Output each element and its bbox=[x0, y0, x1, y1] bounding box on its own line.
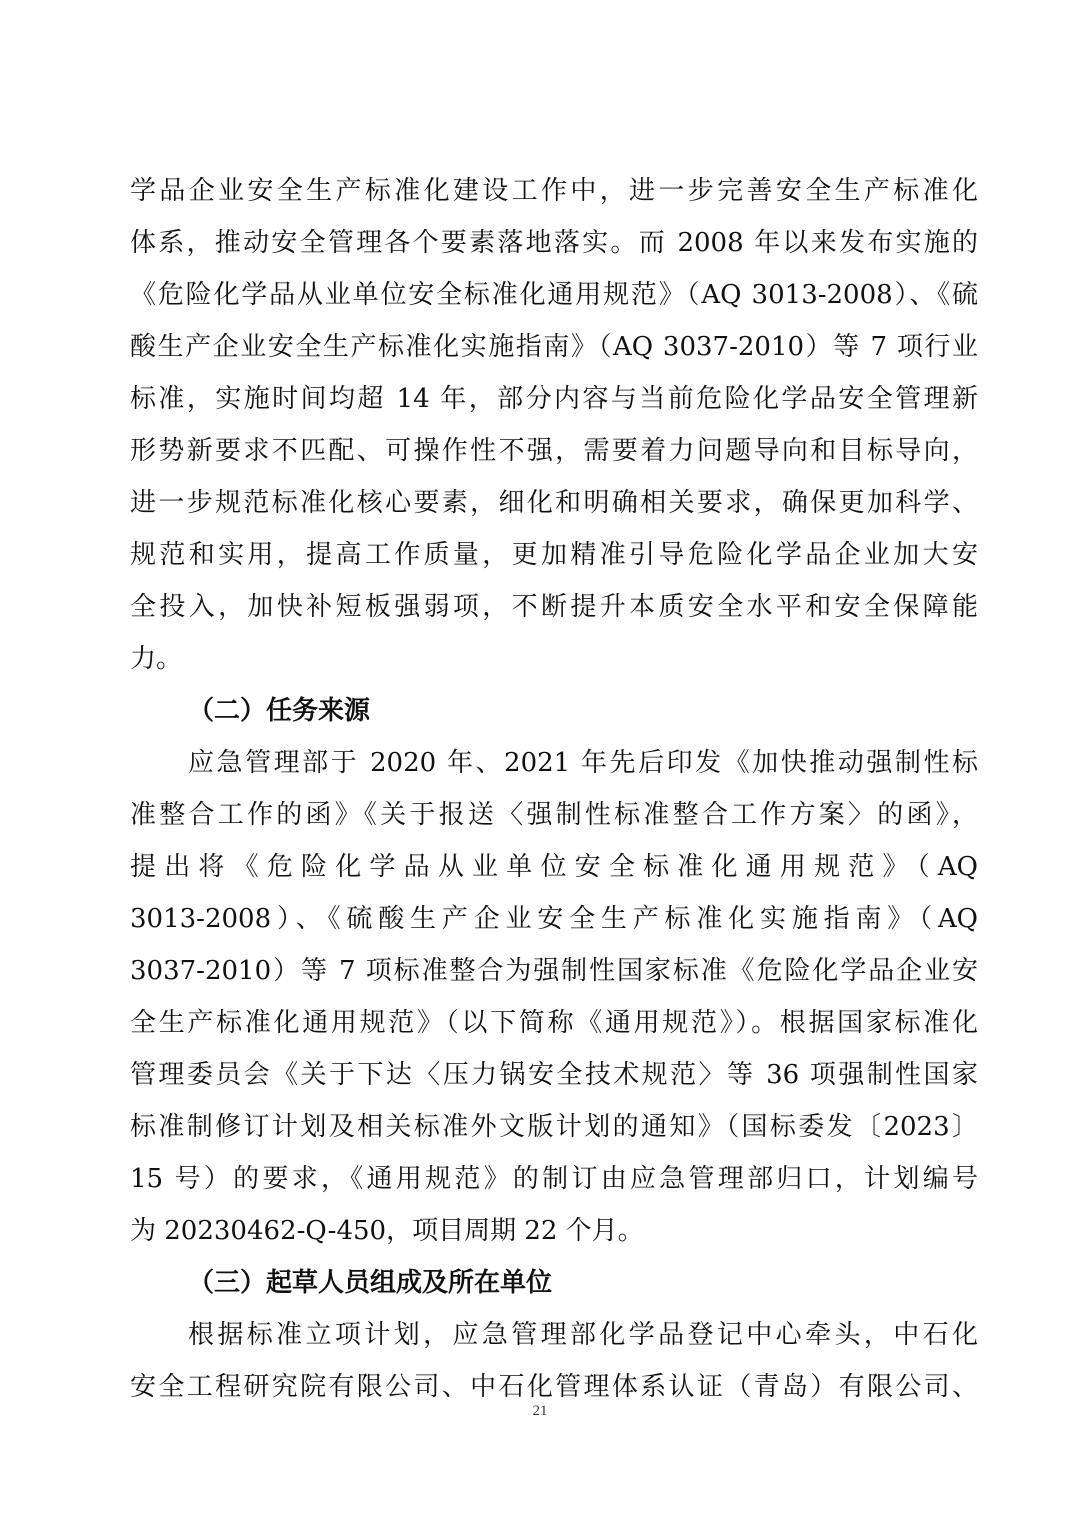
text-line: 形势新要求不匹配、可操作性不强，需要着力问题导向和目标导向， bbox=[130, 436, 978, 466]
section-heading-task-source: （二）任务来源 bbox=[188, 696, 371, 726]
text-line: 安全工程研究院有限公司、中石化管理体系认证（青岛）有限公司、 bbox=[130, 1372, 978, 1402]
text-line: 标准制修订计划及相关标准外文版计划的通知》（国标委发〔2023〕 bbox=[130, 1112, 978, 1142]
paragraph-task-source bbox=[130, 737, 978, 1257]
text-line: 学品企业安全生产标准化建设工作中，进一步完善安全生产标准化 bbox=[130, 176, 978, 206]
page-number: 21 bbox=[532, 1403, 548, 1419]
paragraph-context bbox=[130, 165, 978, 685]
text-line: 规范和实用，提高工作质量，更加精准引导危险化学品企业加大安 bbox=[130, 540, 978, 570]
paragraph-drafters bbox=[130, 1309, 978, 1413]
text-line: 标准，实施时间均超 14 年，部分内容与当前危险化学品安全管理新 bbox=[130, 384, 978, 414]
text-line: 酸生产企业安全生产标准化实施指南》（AQ 3037-2010）等 7 项行业 bbox=[130, 332, 978, 362]
text-line: 全投入，加快补短板强弱项，不断提升本质安全水平和安全保障能 bbox=[130, 592, 978, 622]
text-line: 15 号）的要求，《通用规范》的制订由应急管理部归口，计划编号 bbox=[130, 1164, 978, 1194]
text-line: 《危险化学品从业单位安全标准化通用规范》（AQ 3013-2008）、《硫 bbox=[130, 280, 978, 310]
text-line: 全生产标准化通用规范》（以下简称《通用规范》）。根据国家标准化 bbox=[130, 1008, 978, 1038]
text-line: 管理委员会《关于下达〈压力锅安全技术规范〉等 36 项强制性国家 bbox=[130, 1060, 978, 1090]
text-line: 体系，推动安全管理各个要素落地落实。而 2008 年以来发布实施的 bbox=[130, 228, 978, 258]
text-line: 3037-2010）等 7 项标准整合为强制性国家标准《危险化学品企业安 bbox=[130, 956, 978, 986]
text-line: 3013-2008）、《硫酸生产企业安全生产标准化实施指南》（AQ bbox=[130, 904, 978, 934]
text-line: 根据标准立项计划，应急管理部化学品登记中心牵头，中石化 bbox=[188, 1320, 978, 1350]
text-line: 为 20230462-Q-450，项目周期 22 个月。 bbox=[130, 1216, 644, 1246]
text-line: 进一步规范标准化核心要素，细化和明确相关要求，确保更加科学、 bbox=[130, 488, 978, 518]
text-line: 准整合工作的函》《关于报送〈强制性标准整合工作方案〉的函》， bbox=[130, 800, 978, 830]
text-line: 力。 bbox=[130, 644, 183, 674]
text-line: 提出将《危险化学品从业单位安全标准化通用规范》（AQ bbox=[130, 852, 978, 882]
text-line: 应急管理部于 2020 年、2021 年先后印发《加快推动强制性标 bbox=[188, 748, 978, 778]
section-heading-drafters: （三）起草人员组成及所在单位 bbox=[188, 1268, 553, 1298]
document-body bbox=[130, 165, 978, 1413]
